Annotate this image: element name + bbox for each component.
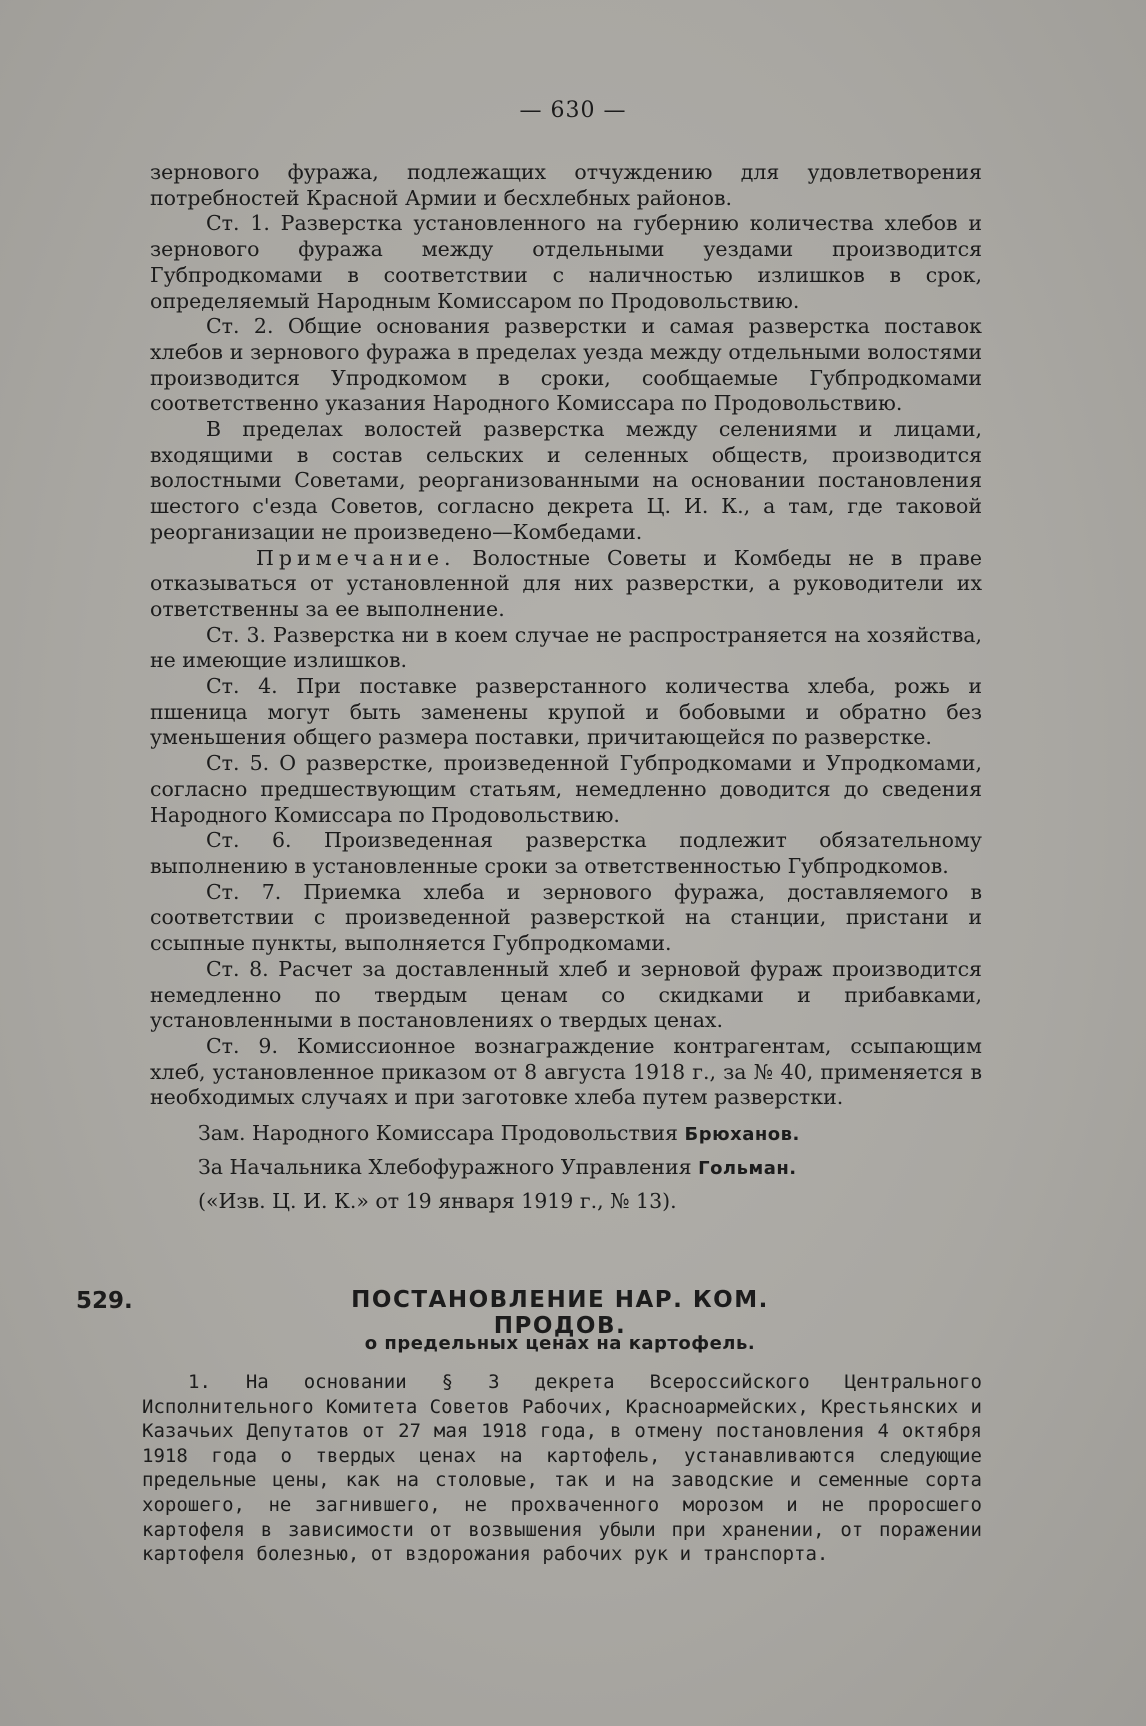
article-8: Ст. 8. Расчет за доставленный хлеб и зерновой фураж производится немедленно по твердым ценам со скидками и прибавками, установленными в постановлениях о твердых ценах. (150, 956, 982, 1033)
signature-title: Зам. Народного Комиссара Продовольствия (198, 1121, 685, 1146)
article-9: Ст. 9. Комиссионное вознаграждение контрагентам, ссыпающим хлеб, установленное приказом от 8 августа 1918 г., за № 40, применяется в необходимых случаях и при заготовке хлеба путем разверстки. (150, 1033, 982, 1110)
article-2-continuation: В пределах волостей разверстка между селениями и лицами, входящими в состав сельских и селенных обществ, производится волостными Советами, реорганизованными на основании постановления шестого с'езда Советов, согласно декрета Ц. И. К., а там, где таковой реорганизации не произведено—Комбедами. (150, 417, 982, 544)
page-number: — 630 — (519, 98, 627, 123)
article-1: Ст. 1. Разверстка установленного на губернию количества хлебов и зернового фуража между отдельными уездами производится Губпродкомами в соответствии с наличностью излишков в срок, определяемый Народным Комиссаром по Продовольствию. (150, 211, 982, 313)
signature-title: За Начальника Хлебофуражного Управления (198, 1155, 699, 1180)
source-citation: («Изв. Ц. И. К.» от 19 января 1919 г., № 13). (198, 1189, 677, 1214)
document-heading: ПОСТАНОВЛЕНИЕ НАР. КОМ. ПРОДОВ. (351, 1287, 769, 1339)
paragraph-1: 1. На основании § 3 декрета Всероссийского Центрального Исполнительного Комитета Советов Рабочих, Красноармейских, Крестьянских и Казачьих Депутатов от 27 мая 1918 года, в отмену постановления 4 октября 1918 года о твердых ценах на картофель, устанавливаются следующие предельные цены, как на столовые, так и на заводские и семенные сорта хорошего, не загнившего, не прохваченного морозом и не проросшего картофеля в зависимости от возвышения убыли при хранении, от поражении картофеля болезнью, от вздорожания рабочих рук и транспорта. (142, 1371, 982, 1566)
article-3: Ст. 3. Разверстка ни в коем случае не распространяется на хозяйства, не имеющие излишков. (150, 622, 982, 673)
continuation-paragraph: зернового фуража, подлежащих отчуждению для удовлетворения потребностей Красной Армии и бесхлебных районов. (150, 160, 982, 210)
decree-text-block (150, 160, 982, 1217)
signature-name: Брюханов. (684, 1124, 800, 1146)
article-5: Ст. 5. О разверстке, произведенной Губпродкомами и Упродкомами, согласно предшествующим статьям, немедленно доводится до сведения Народного Комиссара по Продовольствию. (150, 751, 982, 827)
note-paragraph (150, 546, 982, 623)
document-number: 529. (76, 1288, 133, 1314)
note-text: Волостные Советы и Комбеды не в праве отказываться от установленной для них разверстки, а руководители их ответственны за ее выполнение. (150, 545, 982, 621)
article-2: Ст. 2. Общие основания разверстки и самая разверстка поставок хлебов и зернового фуража в пределах уезда между отдельными волостями производится Упродкомом в сроки, сообщаемые Губпродкомами соответственно указания Народного Комиссара по Продовольствию. (150, 314, 982, 416)
decree-529-text (142, 1370, 982, 1567)
article-6: Ст. 6. Произведенная разверстка подлежит обязательному выполнению в установленные сроки за ответственностью Губпродкомов. (150, 828, 982, 878)
signature-line-1 (150, 1117, 982, 1151)
signature-line-2 (150, 1151, 982, 1185)
signature-name: Гольман. (698, 1158, 797, 1180)
article-4: Ст. 4. При поставке разверстанного количества хлеба, рожь и пшеница могут быть заменены крупой и бобовыми и обратно без уменьшения общего размера поставки, причитающейся по разверстке. (150, 674, 982, 750)
note-label: Примечание. (256, 545, 456, 570)
document-subheading: о предельных ценах на картофель. (364, 1333, 756, 1354)
article-7: Ст. 7. Приемка хлеба и зернового фуража, доставляемого в соответствии с произведенной разверсткой на станции, пристани и ссыпные пункты, выполняется Губпродкомами. (150, 879, 982, 956)
